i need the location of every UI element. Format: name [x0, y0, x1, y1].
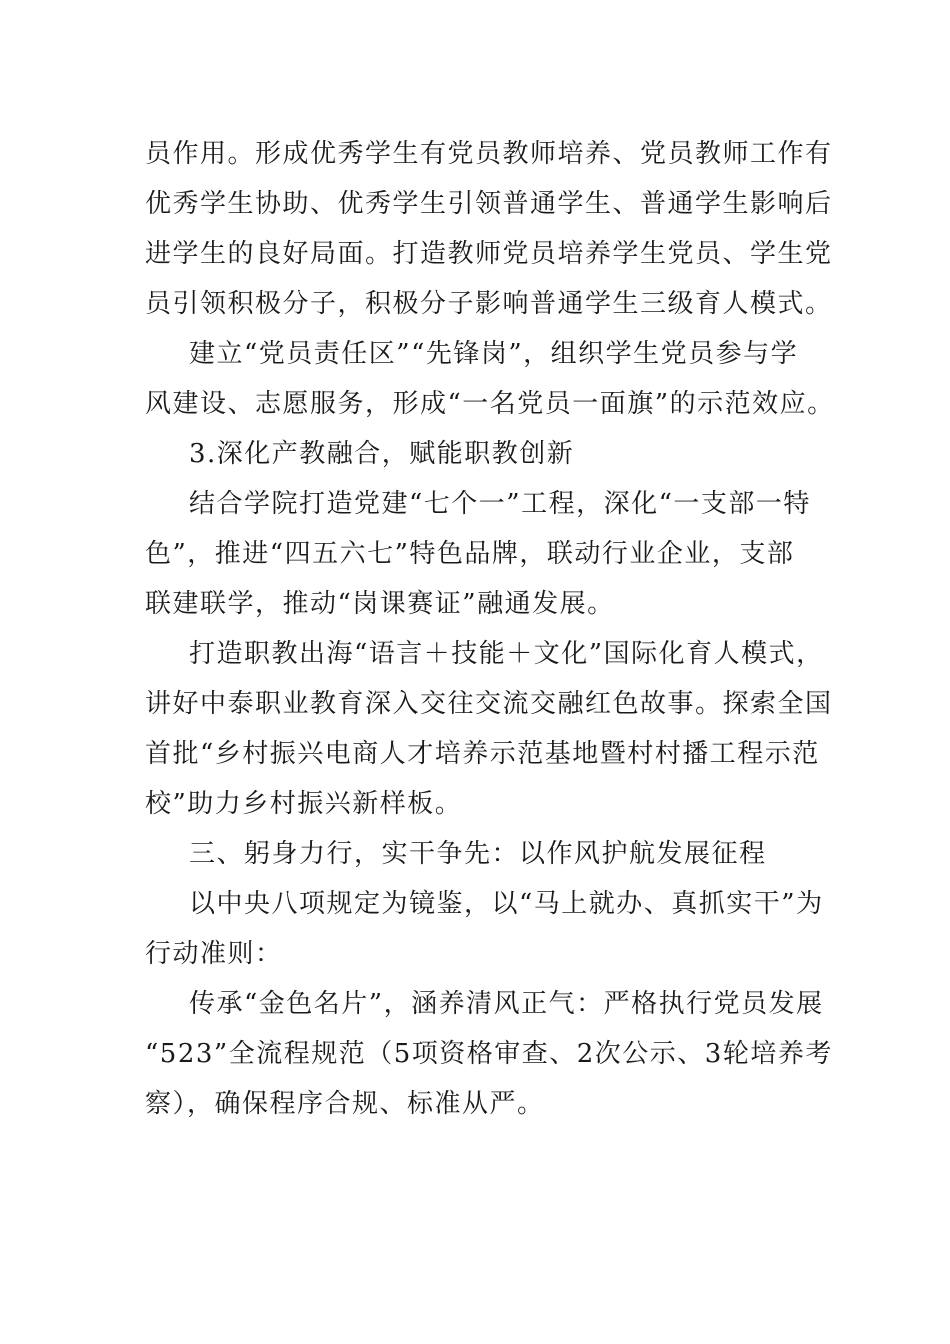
text-line-6: 风建设、志愿服务，形成“一名党员一面旗”的示范效应。: [145, 389, 835, 419]
text-line-3: 进学生的良好局面。打造教师党员培养学生党员、学生党: [145, 239, 833, 269]
text-line-1: 员作用。形成优秀学生有党员教师培养、党员教师工作有: [145, 139, 833, 169]
text-line-8: 结合学院打造党建“七个一”工程，深化“一支部一特: [189, 489, 811, 519]
text-line-9: 色”，推进“四五六七”特色品牌，联动行业企业，支部: [145, 539, 795, 569]
text-line-2: 优秀学生协助、优秀学生引领普通学生、普通学生影响后: [145, 189, 833, 219]
text-line-13: 首批“乡村振兴电商人才培养示范基地暨村村播工程示范: [145, 739, 820, 769]
text-line-19: “523”全流程规范（5项资格审查、2次公示、3轮培养考: [145, 1039, 833, 1069]
text-line-10: 联建联学，推动“岗课赛证”融通发展。: [145, 589, 615, 619]
text-line-4: 员引领积极分子，积极分子影响普通学生三级育人模式。: [145, 289, 833, 319]
text-line-17: 行动准则：: [145, 939, 283, 969]
text-line-20: 察），确保程序合规、标准从严。: [145, 1089, 545, 1119]
section-heading-3: 3.深化产教融合，赋能职教创新: [189, 439, 575, 469]
text-line-18: 传承“金色名片”，涵养清风正气：严格执行党员发展: [189, 989, 824, 1019]
text-line-5: 建立“党员责任区”“先锋岗”，组织学生党员参与学: [189, 339, 799, 369]
text-line-16: 以中央八项规定为镜鉴，以“马上就办、真抓实干”为: [189, 889, 824, 919]
text-line-11: 打造职教出海“语言＋技能＋文化”国际化育人模式，: [189, 639, 824, 669]
section-heading-three: 三、躬身力行，实干争先：以作风护航发展征程: [189, 839, 767, 869]
text-line-12: 讲好中泰职业教育深入交往交流交融红色故事。探索全国: [145, 689, 833, 719]
text-line-14: 校”助力乡村振兴新样板。: [145, 789, 463, 819]
